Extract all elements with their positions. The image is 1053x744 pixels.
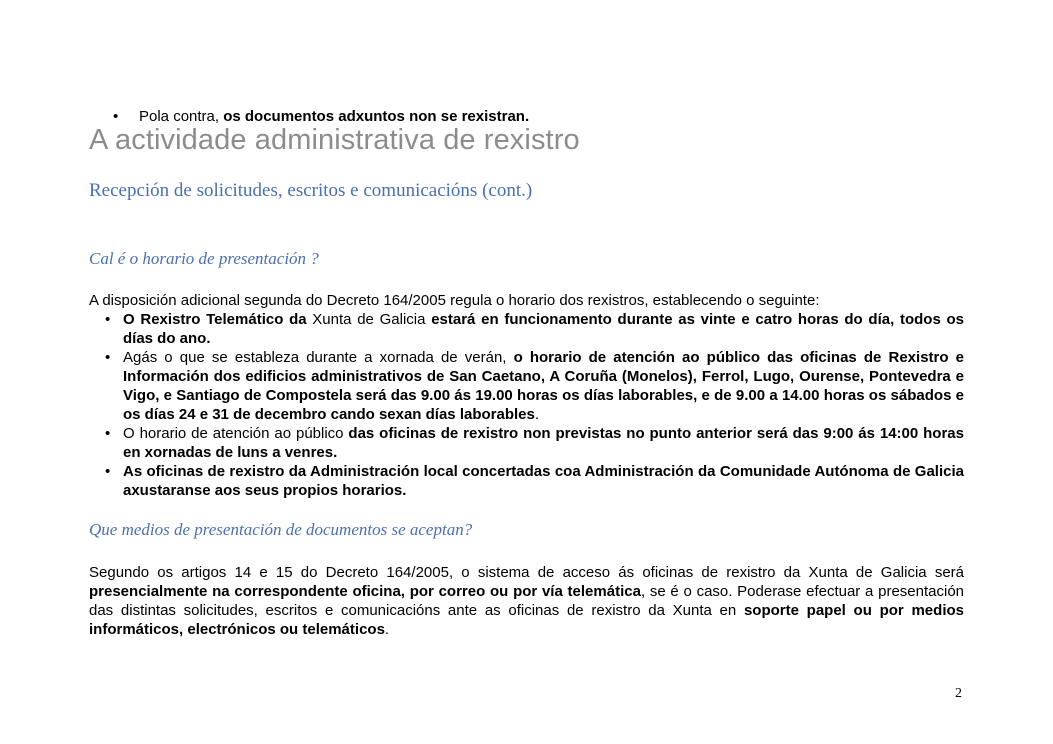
page-title: A actividade administrativa de rexistro <box>89 124 580 156</box>
section1-intro: A disposición adicional segunda do Decreto 164/2005 regula o horario dos rexistros, establecendo o seguinte: <box>89 292 820 309</box>
bullet-text: . <box>534 406 540 423</box>
section1-heading: Cal é o horario de presentación ? <box>89 249 319 268</box>
section2-paragraph <box>89 563 964 639</box>
bullet-text-bold: O Rexistro Telemático da <box>123 311 307 328</box>
paragraph-text-bold: presencialmente na correspondente oficina, por correo ou por vía telemática <box>89 583 641 600</box>
page-subtitle: Recepción de solicitudes, escritos e comunicacións (cont.) <box>89 180 533 201</box>
bullet-text-bold: estará en funcionamento durante as vinte e catro horas do día, todos os días do ano. <box>123 311 965 347</box>
top-bullet-normal-text: Pola contra, <box>139 108 224 125</box>
paragraph-text-bold: soporte papel ou por medios informáticos, electrónicos ou telemáticos <box>89 602 964 638</box>
bullet-text: Xunta de Galicia <box>306 311 432 328</box>
list-item <box>89 424 964 462</box>
bullet-text: O horario de atención ao público <box>123 425 349 442</box>
list-item <box>89 348 964 424</box>
list-item <box>89 462 964 500</box>
paragraph-text: , se é o caso. Poderase efectuar a presentación das distintas solicitudes, escritos e comunicacións ante as oficinas de rexistro da Xunta en <box>89 583 965 619</box>
bullet-marker: • <box>105 425 111 442</box>
bullet-marker: • <box>105 463 111 480</box>
page-number: 2 <box>955 686 962 701</box>
list-item <box>89 310 964 348</box>
bullet-text-bold: o horario de atención ao público das oficinas de Rexistro e Información dos edificios administrativos de San Caetano, A Coruña (Monelos), Ferrol, Lugo, Ourense, Pontevedra e Vigo, e Santiago de Compostela será das 9.00 ás 19.00 horas os días laborables, e de 9.00 a 14.00 horas os sábados e os días 24 e 31 de decembro cando sexan días laborables <box>123 349 964 423</box>
top-bullet-bold-text: os documentos adxuntos non se rexistran. <box>223 108 530 125</box>
top-bullet-item <box>113 108 529 125</box>
bullet-text-bold: As oficinas de rexistro da Administración local concertadas coa Administración da Comunidade Autónoma de Galicia axustaranse aos seus propios horarios. <box>123 463 964 499</box>
bullet-marker: • <box>113 108 119 125</box>
bullet-text: Agás o que se estableza durante a xornada de verán, <box>123 349 514 366</box>
bullet-text-bold: das oficinas de rexistro non previstas no punto anterior será das 9:00 ás 14:00 horas en xornadas de luns a venres. <box>123 425 964 461</box>
bullet-marker: • <box>105 349 111 366</box>
bullet-marker: • <box>105 311 111 328</box>
section1-bullet-list <box>89 310 964 500</box>
paragraph-text: Segundo os artigos 14 e 15 do Decreto 164/2005, o sistema de acceso ás oficinas de rexistro da Xunta de Galicia será <box>89 564 964 581</box>
paragraph-text: . <box>384 621 390 638</box>
section2-heading: Que medios de presentación de documentos se aceptan? <box>89 520 473 539</box>
